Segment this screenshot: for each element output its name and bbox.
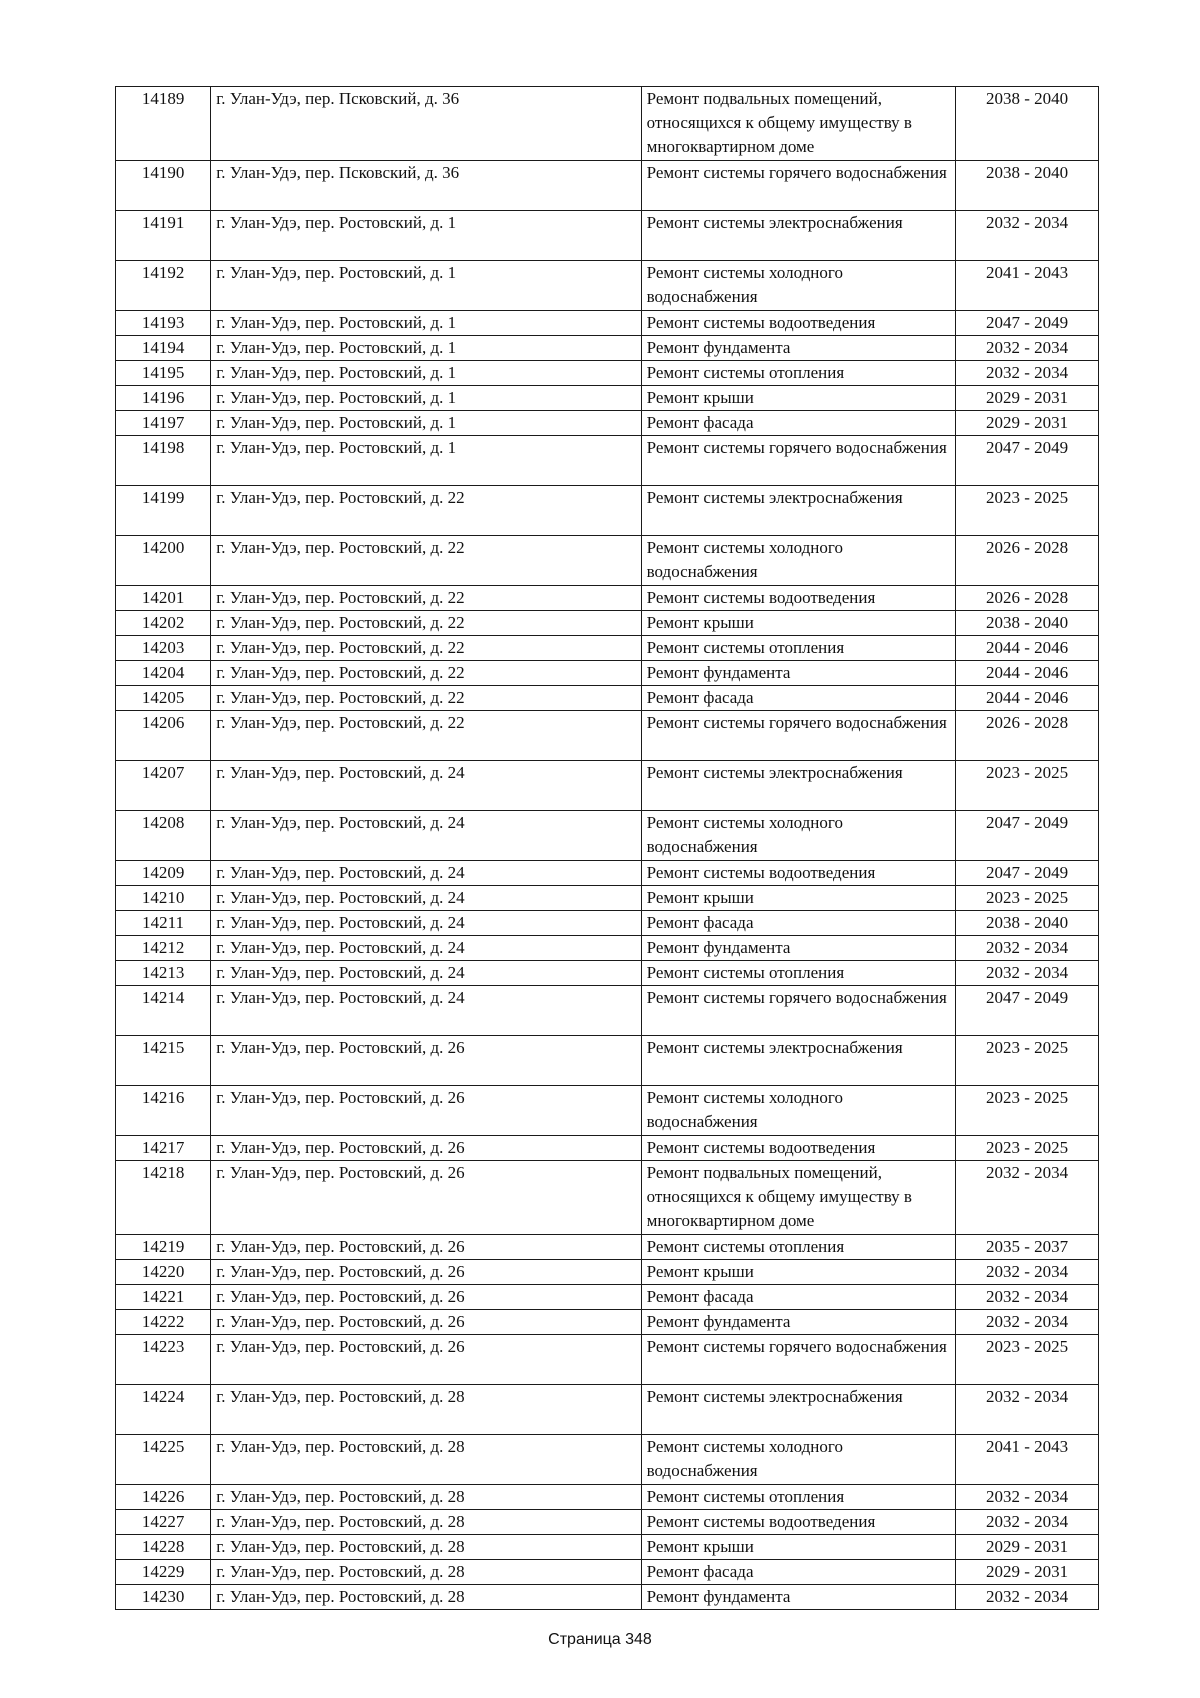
table-row	[116, 361, 1099, 386]
work-type-cell: Ремонт крыши	[641, 611, 956, 636]
period-cell: 2023 - 2025	[956, 761, 1099, 811]
work-type-cell: Ремонт системы водоотведения	[641, 311, 956, 336]
table-row	[116, 986, 1099, 1036]
work-type-cell: Ремонт крыши	[641, 1260, 956, 1285]
period-cell: 2044 - 2046	[956, 686, 1099, 711]
table-row	[116, 1560, 1099, 1585]
table-row	[116, 611, 1099, 636]
work-type-cell: Ремонт системы горячего водоснабжения	[641, 986, 956, 1036]
row-number-cell: 14230	[116, 1585, 211, 1610]
row-number-cell: 14206	[116, 711, 211, 761]
table-row	[116, 1535, 1099, 1560]
table-row	[116, 87, 1099, 161]
row-number-cell: 14202	[116, 611, 211, 636]
work-type-cell: Ремонт системы горячего водоснабжения	[641, 161, 956, 211]
row-number-cell: 14210	[116, 886, 211, 911]
address-cell: г. Улан-Удэ, пер. Ростовский, д. 26	[211, 1310, 641, 1335]
address-cell: г. Улан-Удэ, пер. Ростовский, д. 22	[211, 661, 641, 686]
row-number-cell: 14195	[116, 361, 211, 386]
work-type-cell: Ремонт системы электроснабжения	[641, 211, 956, 261]
period-cell: 2023 - 2025	[956, 886, 1099, 911]
work-type-cell: Ремонт фундамента	[641, 661, 956, 686]
period-cell: 2023 - 2025	[956, 1036, 1099, 1086]
address-cell: г. Улан-Удэ, пер. Ростовский, д. 22	[211, 486, 641, 536]
table-row	[116, 1510, 1099, 1535]
row-number-cell: 14198	[116, 436, 211, 486]
address-cell: г. Улан-Удэ, пер. Ростовский, д. 28	[211, 1385, 641, 1435]
row-number-cell: 14209	[116, 861, 211, 886]
address-cell: г. Улан-Удэ, пер. Ростовский, д. 22	[211, 711, 641, 761]
work-type-cell: Ремонт системы горячего водоснабжения	[641, 436, 956, 486]
address-cell: г. Улан-Удэ, пер. Ростовский, д. 1	[211, 336, 641, 361]
table-row	[116, 936, 1099, 961]
address-cell: г. Улан-Удэ, пер. Ростовский, д. 24	[211, 886, 641, 911]
work-type-cell: Ремонт системы отопления	[641, 361, 956, 386]
period-cell: 2032 - 2034	[956, 961, 1099, 986]
row-number-cell: 14225	[116, 1435, 211, 1485]
row-number-cell: 14208	[116, 811, 211, 861]
table-row	[116, 1136, 1099, 1161]
row-number-cell: 14217	[116, 1136, 211, 1161]
table-row	[116, 1260, 1099, 1285]
row-number-cell: 14204	[116, 661, 211, 686]
work-type-cell: Ремонт системы электроснабжения	[641, 761, 956, 811]
period-cell: 2032 - 2034	[956, 361, 1099, 386]
work-type-cell: Ремонт подвальных помещений, относящихся к общему имуществу в многоквартирном доме	[641, 1161, 956, 1235]
work-type-cell: Ремонт фасада	[641, 686, 956, 711]
period-cell: 2029 - 2031	[956, 386, 1099, 411]
work-type-cell: Ремонт фасада	[641, 1285, 956, 1310]
work-type-cell: Ремонт системы горячего водоснабжения	[641, 1335, 956, 1385]
address-cell: г. Улан-Удэ, пер. Ростовский, д. 24	[211, 986, 641, 1036]
address-cell: г. Улан-Удэ, пер. Ростовский, д. 28	[211, 1560, 641, 1585]
work-type-cell: Ремонт фундамента	[641, 1310, 956, 1335]
table-row	[116, 961, 1099, 986]
row-number-cell: 14228	[116, 1535, 211, 1560]
row-number-cell: 14190	[116, 161, 211, 211]
table-row	[116, 386, 1099, 411]
work-type-cell: Ремонт системы холодного водоснабжения	[641, 536, 956, 586]
row-number-cell: 14203	[116, 636, 211, 661]
page-number: Страница 348	[548, 1631, 652, 1648]
row-number-cell: 14212	[116, 936, 211, 961]
table-row	[116, 636, 1099, 661]
address-cell: г. Улан-Удэ, пер. Ростовский, д. 28	[211, 1585, 641, 1610]
address-cell: г. Улан-Удэ, пер. Ростовский, д. 22	[211, 536, 641, 586]
work-type-cell: Ремонт системы водоотведения	[641, 1136, 956, 1161]
period-cell: 2029 - 2031	[956, 1560, 1099, 1585]
row-number-cell: 14189	[116, 87, 211, 161]
row-number-cell: 14219	[116, 1235, 211, 1260]
row-number-cell: 14221	[116, 1285, 211, 1310]
table-row	[116, 1385, 1099, 1435]
period-cell: 2029 - 2031	[956, 411, 1099, 436]
table-row	[116, 711, 1099, 761]
row-number-cell: 14224	[116, 1385, 211, 1435]
table-row	[116, 1235, 1099, 1260]
work-type-cell: Ремонт системы электроснабжения	[641, 1385, 956, 1435]
address-cell: г. Улан-Удэ, пер. Ростовский, д. 24	[211, 811, 641, 861]
table-row	[116, 1485, 1099, 1510]
period-cell: 2023 - 2025	[956, 1136, 1099, 1161]
address-cell: г. Улан-Удэ, пер. Ростовский, д. 1	[211, 361, 641, 386]
period-cell: 2032 - 2034	[956, 1310, 1099, 1335]
row-number-cell: 14197	[116, 411, 211, 436]
address-cell: г. Улан-Удэ, пер. Ростовский, д. 1	[211, 386, 641, 411]
row-number-cell: 14223	[116, 1335, 211, 1385]
period-cell: 2023 - 2025	[956, 486, 1099, 536]
period-cell: 2047 - 2049	[956, 861, 1099, 886]
address-cell: г. Улан-Удэ, пер. Ростовский, д. 22	[211, 586, 641, 611]
address-cell: г. Улан-Удэ, пер. Ростовский, д. 22	[211, 636, 641, 661]
period-cell: 2038 - 2040	[956, 911, 1099, 936]
work-type-cell: Ремонт системы водоотведения	[641, 861, 956, 886]
row-number-cell: 14214	[116, 986, 211, 1036]
table-row	[116, 336, 1099, 361]
address-cell: г. Улан-Удэ, пер. Ростовский, д. 1	[211, 211, 641, 261]
row-number-cell: 14194	[116, 336, 211, 361]
row-number-cell: 14218	[116, 1161, 211, 1235]
address-cell: г. Улан-Удэ, пер. Ростовский, д. 1	[211, 436, 641, 486]
work-type-cell: Ремонт системы отопления	[641, 636, 956, 661]
period-cell: 2041 - 2043	[956, 1435, 1099, 1485]
row-number-cell: 14191	[116, 211, 211, 261]
repair-schedule-table	[115, 86, 1099, 1610]
table-row	[116, 536, 1099, 586]
address-cell: г. Улан-Удэ, пер. Ростовский, д. 28	[211, 1535, 641, 1560]
table-row	[116, 1335, 1099, 1385]
period-cell: 2038 - 2040	[956, 611, 1099, 636]
period-cell: 2032 - 2034	[956, 1385, 1099, 1435]
work-type-cell: Ремонт системы холодного водоснабжения	[641, 1435, 956, 1485]
work-type-cell: Ремонт крыши	[641, 1535, 956, 1560]
row-number-cell: 14226	[116, 1485, 211, 1510]
address-cell: г. Улан-Удэ, пер. Ростовский, д. 26	[211, 1235, 641, 1260]
address-cell: г. Улан-Удэ, пер. Ростовский, д. 26	[211, 1285, 641, 1310]
row-number-cell: 14213	[116, 961, 211, 986]
period-cell: 2047 - 2049	[956, 811, 1099, 861]
row-number-cell: 14220	[116, 1260, 211, 1285]
period-cell: 2032 - 2034	[956, 936, 1099, 961]
address-cell: г. Улан-Удэ, пер. Ростовский, д. 22	[211, 686, 641, 711]
address-cell: г. Улан-Удэ, пер. Ростовский, д. 26	[211, 1136, 641, 1161]
address-cell: г. Улан-Удэ, пер. Ростовский, д. 1	[211, 261, 641, 311]
row-number-cell: 14193	[116, 311, 211, 336]
address-cell: г. Улан-Удэ, пер. Ростовский, д. 24	[211, 861, 641, 886]
row-number-cell: 14216	[116, 1086, 211, 1136]
table-row	[116, 1161, 1099, 1235]
address-cell: г. Улан-Удэ, пер. Ростовский, д. 22	[211, 611, 641, 636]
address-cell: г. Улан-Удэ, пер. Ростовский, д. 24	[211, 961, 641, 986]
work-type-cell: Ремонт системы отопления	[641, 961, 956, 986]
address-cell: г. Улан-Удэ, пер. Псковский, д. 36	[211, 161, 641, 211]
work-type-cell: Ремонт системы горячего водоснабжения	[641, 711, 956, 761]
work-type-cell: Ремонт фасада	[641, 1560, 956, 1585]
row-number-cell: 14211	[116, 911, 211, 936]
address-cell: г. Улан-Удэ, пер. Ростовский, д. 26	[211, 1335, 641, 1385]
period-cell: 2026 - 2028	[956, 536, 1099, 586]
table-row	[116, 1585, 1099, 1610]
table-row	[116, 1086, 1099, 1136]
table-row	[116, 911, 1099, 936]
work-type-cell: Ремонт системы холодного водоснабжения	[641, 811, 956, 861]
period-cell: 2026 - 2028	[956, 711, 1099, 761]
table-row	[116, 586, 1099, 611]
table-row	[116, 411, 1099, 436]
row-number-cell: 14200	[116, 536, 211, 586]
row-number-cell: 14227	[116, 1510, 211, 1535]
address-cell: г. Улан-Удэ, пер. Ростовский, д. 26	[211, 1161, 641, 1235]
row-number-cell: 14205	[116, 686, 211, 711]
row-number-cell: 14207	[116, 761, 211, 811]
period-cell: 2044 - 2046	[956, 661, 1099, 686]
period-cell: 2038 - 2040	[956, 161, 1099, 211]
period-cell: 2029 - 2031	[956, 1535, 1099, 1560]
row-number-cell: 14222	[116, 1310, 211, 1335]
address-cell: г. Улан-Удэ, пер. Ростовский, д. 26	[211, 1086, 641, 1136]
table-row	[116, 1310, 1099, 1335]
table-row	[116, 1285, 1099, 1310]
table-row	[116, 436, 1099, 486]
work-type-cell: Ремонт системы электроснабжения	[641, 1036, 956, 1086]
period-cell: 2032 - 2034	[956, 1260, 1099, 1285]
table-row	[116, 686, 1099, 711]
work-type-cell: Ремонт фасада	[641, 411, 956, 436]
table-row	[116, 761, 1099, 811]
period-cell: 2023 - 2025	[956, 1335, 1099, 1385]
period-cell: 2047 - 2049	[956, 436, 1099, 486]
period-cell: 2032 - 2034	[956, 1161, 1099, 1235]
table-row	[116, 661, 1099, 686]
table-row	[116, 211, 1099, 261]
period-cell: 2038 - 2040	[956, 87, 1099, 161]
work-type-cell: Ремонт системы холодного водоснабжения	[641, 1086, 956, 1136]
table-row	[116, 486, 1099, 536]
period-cell: 2023 - 2025	[956, 1086, 1099, 1136]
table-row	[116, 261, 1099, 311]
table-row	[116, 311, 1099, 336]
row-number-cell: 14196	[116, 386, 211, 411]
address-cell: г. Улан-Удэ, пер. Ростовский, д. 26	[211, 1260, 641, 1285]
period-cell: 2026 - 2028	[956, 586, 1099, 611]
address-cell: г. Улан-Удэ, пер. Ростовский, д. 1	[211, 411, 641, 436]
work-type-cell: Ремонт системы отопления	[641, 1485, 956, 1510]
address-cell: г. Улан-Удэ, пер. Ростовский, д. 24	[211, 936, 641, 961]
row-number-cell: 14215	[116, 1036, 211, 1086]
row-number-cell: 14201	[116, 586, 211, 611]
table-row	[116, 811, 1099, 861]
work-type-cell: Ремонт системы водоотведения	[641, 586, 956, 611]
address-cell: г. Улан-Удэ, пер. Ростовский, д. 24	[211, 761, 641, 811]
work-type-cell: Ремонт подвальных помещений, относящихся к общему имуществу в многоквартирном доме	[641, 87, 956, 161]
table-row	[116, 161, 1099, 211]
work-type-cell: Ремонт системы электроснабжения	[641, 486, 956, 536]
work-type-cell: Ремонт системы отопления	[641, 1235, 956, 1260]
work-type-cell: Ремонт фундамента	[641, 336, 956, 361]
row-number-cell: 14199	[116, 486, 211, 536]
address-cell: г. Улан-Удэ, пер. Ростовский, д. 28	[211, 1485, 641, 1510]
period-cell: 2041 - 2043	[956, 261, 1099, 311]
table-row	[116, 886, 1099, 911]
work-type-cell: Ремонт фундамента	[641, 1585, 956, 1610]
address-cell: г. Улан-Удэ, пер. Псковский, д. 36	[211, 87, 641, 161]
period-cell: 2032 - 2034	[956, 1585, 1099, 1610]
work-type-cell: Ремонт системы водоотведения	[641, 1510, 956, 1535]
work-type-cell: Ремонт фасада	[641, 911, 956, 936]
address-cell: г. Улан-Удэ, пер. Ростовский, д. 1	[211, 311, 641, 336]
work-type-cell: Ремонт крыши	[641, 386, 956, 411]
work-type-cell: Ремонт фундамента	[641, 936, 956, 961]
table-row	[116, 1435, 1099, 1485]
period-cell: 2044 - 2046	[956, 636, 1099, 661]
period-cell: 2032 - 2034	[956, 336, 1099, 361]
period-cell: 2047 - 2049	[956, 986, 1099, 1036]
row-number-cell: 14192	[116, 261, 211, 311]
period-cell: 2032 - 2034	[956, 1485, 1099, 1510]
row-number-cell: 14229	[116, 1560, 211, 1585]
address-cell: г. Улан-Удэ, пер. Ростовский, д. 26	[211, 1036, 641, 1086]
address-cell: г. Улан-Удэ, пер. Ростовский, д. 24	[211, 911, 641, 936]
period-cell: 2032 - 2034	[956, 1285, 1099, 1310]
table-row	[116, 861, 1099, 886]
period-cell: 2035 - 2037	[956, 1235, 1099, 1260]
work-type-cell: Ремонт системы холодного водоснабжения	[641, 261, 956, 311]
address-cell: г. Улан-Удэ, пер. Ростовский, д. 28	[211, 1510, 641, 1535]
table-row	[116, 1036, 1099, 1086]
period-cell: 2047 - 2049	[956, 311, 1099, 336]
work-type-cell: Ремонт крыши	[641, 886, 956, 911]
period-cell: 2032 - 2034	[956, 211, 1099, 261]
table-body	[116, 87, 1099, 1610]
period-cell: 2032 - 2034	[956, 1510, 1099, 1535]
address-cell: г. Улан-Удэ, пер. Ростовский, д. 28	[211, 1435, 641, 1485]
